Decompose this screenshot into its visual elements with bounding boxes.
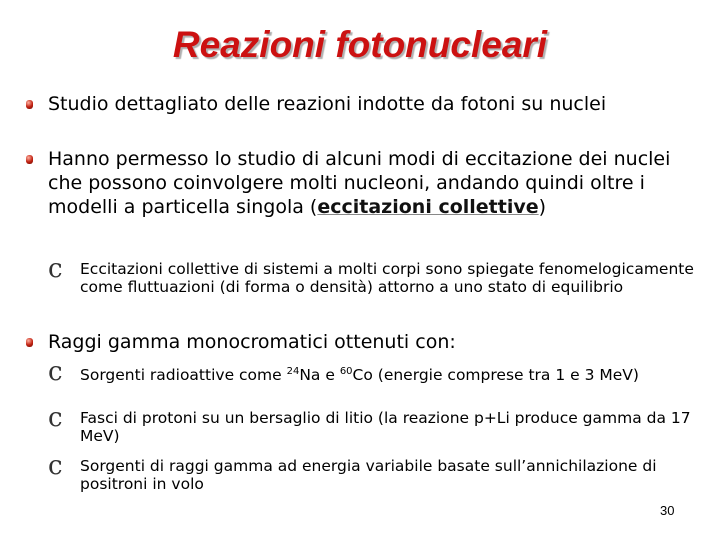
sub-bullet-3-1-text-start: Sorgenti radioattive come <box>80 366 287 385</box>
sub-bullet-3-3-text: Sorgenti di raggi gamma ad energia variabile basate sull’annichilazione di positroni in volo <box>80 457 657 493</box>
sub-bullet-c-icon: c <box>48 403 63 433</box>
sub-bullet-c-icon: c <box>48 451 63 481</box>
bullet-2-text-end: ) <box>538 196 547 218</box>
sub-bullet-3-3 <box>48 451 700 493</box>
bullet-marker <box>26 338 33 347</box>
sub-bullet-2-1-text: Eccitazioni collettive di sistemi a molti corpi sono spiegate fenomelogicamente come fluttuazioni (di forma o densità) attorno a uno stato di equilibrio <box>80 260 694 296</box>
bullet-1-text: Studio dettagliato delle reazioni indotte da fotoni su nuclei <box>48 93 607 115</box>
sub-bullet-3-2 <box>48 403 700 445</box>
slide-title: Reazioni fotonucleari <box>172 24 548 65</box>
bullet-2-text-start: Hanno permesso lo studio di alcuni modi di eccitazione dei nuclei che possono coinvolgere molti nucleoni, andando quindi oltre i modelli a particella singola ( <box>48 148 671 218</box>
bullet-2-text <box>48 147 688 219</box>
isotope-mass-24: 24 <box>286 366 300 377</box>
sub-bullet-2-1 <box>48 254 700 296</box>
sub-bullet-3-1-text-mid: Na e <box>299 366 340 385</box>
sub-bullet-3-2-text: Fasci di protoni su un bersaglio di litio (la reazione p+Li produce gamma da 17 MeV) <box>80 409 691 445</box>
bullet-marker <box>26 155 33 164</box>
bullet-2-highlight: eccitazioni collettive <box>317 196 539 218</box>
bullet-marker <box>26 100 33 109</box>
bullet-3-text: Raggi gamma monocromatici ottenuti con: <box>48 331 456 353</box>
sub-bullet-3-1 <box>48 357 700 387</box>
isotope-mass-60: 60 <box>339 366 353 377</box>
sub-bullet-c-icon: c <box>48 254 63 284</box>
sub-bullet-c-icon: c <box>48 357 63 387</box>
page-number: 30 <box>660 503 675 518</box>
sub-bullet-3-1-text-end: Co (energie comprese tra 1 e 3 MeV) <box>352 366 639 385</box>
